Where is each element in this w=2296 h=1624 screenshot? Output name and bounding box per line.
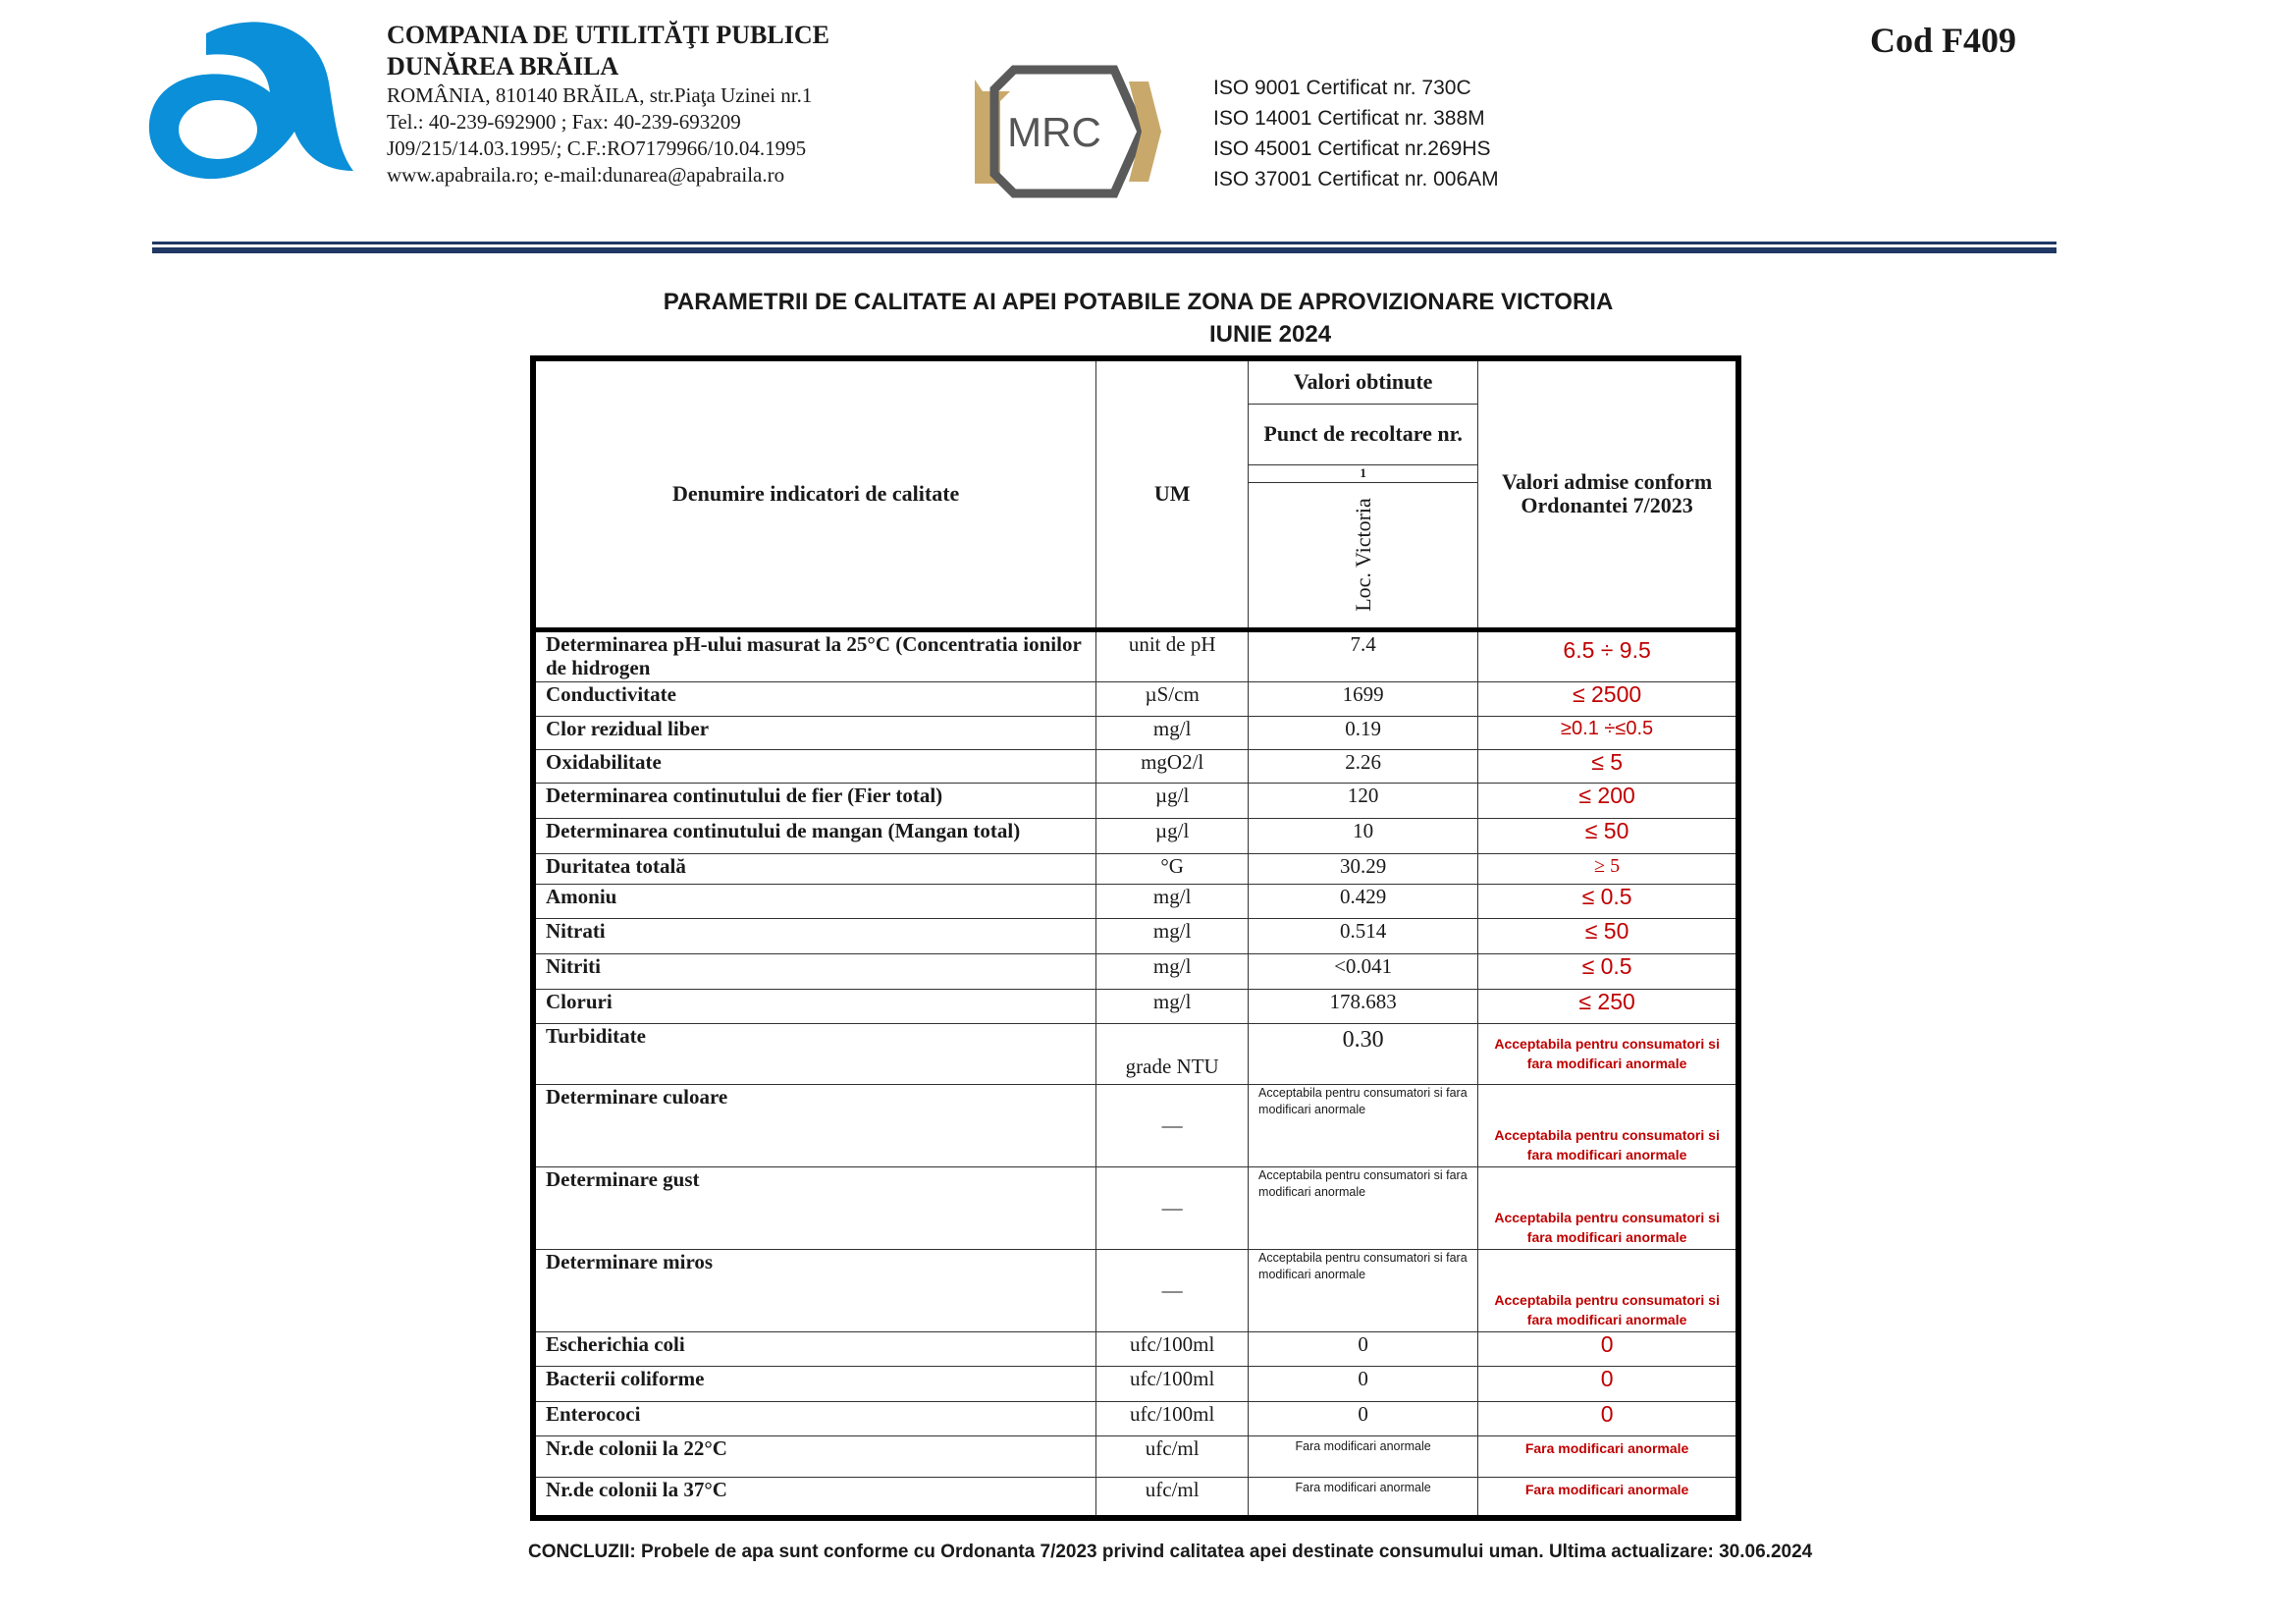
indicator-name: Oxidabilitate: [533, 749, 1096, 783]
obtained-value: 120: [1249, 783, 1478, 818]
unit: ufc/100ml: [1096, 1366, 1249, 1401]
obtained-value: Acceptabila pentru consumatori si fara modificari anormale: [1249, 1249, 1478, 1331]
table-row: [533, 1331, 1738, 1366]
unit: ufc/100ml: [1096, 1331, 1249, 1366]
table-row: [533, 818, 1738, 853]
iso-line: ISO 9001 Certificat nr. 730C: [1213, 77, 1471, 99]
table-row: [533, 1023, 1738, 1084]
obtained-value: 7.4: [1249, 629, 1478, 681]
unit: mg/l: [1096, 884, 1249, 918]
header-indicator: Denumire indicatori de calitate: [533, 358, 1096, 629]
admissible-value: ≤ 2500: [1478, 681, 1738, 716]
admissible-value: Acceptabila pentru consumatori si fara modificari anormale: [1478, 1084, 1738, 1166]
obtained-value: 0: [1249, 1366, 1478, 1401]
indicator-name: Determinarea continutului de mangan (Mangan total): [533, 818, 1096, 853]
header-point-number: 1: [1249, 464, 1478, 482]
header-um: UM: [1096, 358, 1249, 629]
iso-line: ISO 37001 Certificat nr. 006AM: [1213, 168, 1499, 190]
unit: mg/l: [1096, 716, 1249, 749]
admissible-value: Fara modificari anormale: [1478, 1477, 1738, 1518]
indicator-name: Determinare culoare: [533, 1084, 1096, 1166]
table-row: [533, 716, 1738, 749]
mrc-text: MRC: [1007, 109, 1101, 155]
table-row: [533, 629, 1738, 681]
unit: µS/cm: [1096, 681, 1249, 716]
company-registration: J09/215/14.03.1995/; C.F.:RO7179966/10.04.1995: [387, 136, 807, 160]
admissible-value: ≤ 0.5: [1478, 953, 1738, 989]
table-row: [533, 681, 1738, 716]
iso-certificates: [1213, 73, 1499, 194]
header-divider: [152, 242, 2056, 244]
indicator-name: Cloruri: [533, 989, 1096, 1023]
admissible-value: ≤ 0.5: [1478, 884, 1738, 918]
obtained-value: 0.429: [1249, 884, 1478, 918]
obtained-value: Acceptabila pentru consumatori si fara modificari anormale: [1249, 1084, 1478, 1166]
quality-table: [530, 355, 1741, 1521]
table-row: [533, 884, 1738, 918]
indicator-name: Enterococi: [533, 1401, 1096, 1435]
obtained-value: <0.041: [1249, 953, 1478, 989]
unit: ufc/100ml: [1096, 1401, 1249, 1435]
obtained-value: 2.26: [1249, 749, 1478, 783]
document-title: PARAMETRII DE CALITATE AI APEI POTABILE ZONA DE APROVIZIONARE VICTORIA: [663, 289, 1614, 315]
company-phone: Tel.: 40-239-692900 ; Fax: 40-239-693209: [387, 110, 741, 134]
table-row: [533, 1084, 1738, 1166]
header-location: Loc. Victoria: [1249, 482, 1478, 629]
admissible-value: ≤ 200: [1478, 783, 1738, 818]
indicator-name: Determinare gust: [533, 1166, 1096, 1249]
unit: —: [1096, 1166, 1249, 1249]
admissible-value: Acceptabila pentru consumatori si fara modificari anormale: [1478, 1249, 1738, 1331]
admissible-value: 0: [1478, 1331, 1738, 1366]
unit: —: [1096, 1084, 1249, 1166]
table-row: [533, 918, 1738, 953]
unit: µg/l: [1096, 783, 1249, 818]
unit: ufc/ml: [1096, 1435, 1249, 1477]
table-row: [533, 783, 1738, 818]
table-row: [533, 1166, 1738, 1249]
indicator-name: Turbiditate: [533, 1023, 1096, 1084]
admissible-value: ≥0.1 ÷≤0.5: [1478, 716, 1738, 749]
indicator-name: Duritatea totală: [533, 853, 1096, 884]
obtained-value: 178.683: [1249, 989, 1478, 1023]
obtained-value: Acceptabila pentru consumatori si fara modificari anormale: [1249, 1166, 1478, 1249]
header-values: Valori obtinute: [1249, 358, 1478, 404]
obtained-value: 0.19: [1249, 716, 1478, 749]
unit: grade NTU: [1096, 1023, 1249, 1084]
table-row: [533, 1249, 1738, 1331]
obtained-value: 0.514: [1249, 918, 1478, 953]
table-row: [533, 853, 1738, 884]
obtained-value: 0: [1249, 1331, 1478, 1366]
admissible-value: 0: [1478, 1366, 1738, 1401]
obtained-value: 10: [1249, 818, 1478, 853]
unit: unit de pH: [1096, 629, 1249, 681]
indicator-name: Nitriti: [533, 953, 1096, 989]
unit: µg/l: [1096, 818, 1249, 853]
table-row: [533, 1477, 1738, 1518]
obtained-value: 0: [1249, 1401, 1478, 1435]
header-divider-thick: [152, 247, 2056, 253]
unit: °G: [1096, 853, 1249, 884]
obtained-value: 0.30: [1249, 1023, 1478, 1084]
admissible-value: ≤ 250: [1478, 989, 1738, 1023]
admissible-value: ≤ 5: [1478, 749, 1738, 783]
document-period: IUNIE 2024: [1209, 321, 1332, 348]
header-admissible: Valori admise conform Ordonantei 7/2023: [1478, 358, 1738, 629]
form-code: Cod F409: [1870, 21, 2017, 60]
indicator-name: Nr.de colonii la 37°C: [533, 1477, 1096, 1518]
obtained-value: Fara modificari anormale: [1249, 1435, 1478, 1477]
admissible-value: 0: [1478, 1401, 1738, 1435]
table-row: [533, 1366, 1738, 1401]
table-row: [533, 989, 1738, 1023]
unit: mg/l: [1096, 989, 1249, 1023]
unit: —: [1096, 1249, 1249, 1331]
admissible-value: ≤ 50: [1478, 818, 1738, 853]
company-logo: [147, 14, 353, 181]
admissible-value: Fara modificari anormale: [1478, 1435, 1738, 1477]
admissible-value: Acceptabila pentru consumatori si fara modificari anormale: [1478, 1023, 1738, 1084]
unit: mg/l: [1096, 953, 1249, 989]
indicator-name: Escherichia coli: [533, 1331, 1096, 1366]
header-sampling-point: Punct de recoltare nr.: [1249, 404, 1478, 464]
admissible-value: Acceptabila pentru consumatori si fara modificari anormale: [1478, 1166, 1738, 1249]
obtained-value: 30.29: [1249, 853, 1478, 884]
indicator-name: Conductivitate: [533, 681, 1096, 716]
company-web: www.apabraila.ro; e-mail:dunarea@apabraila.ro: [387, 163, 785, 187]
obtained-value: Fara modificari anormale: [1249, 1477, 1478, 1518]
unit: mgO2/l: [1096, 749, 1249, 783]
admissible-value: 6.5 ÷ 9.5: [1478, 629, 1738, 681]
table-row: [533, 749, 1738, 783]
admissible-value: ≤ 50: [1478, 918, 1738, 953]
indicator-name: Determinarea continutului de fier (Fier total): [533, 783, 1096, 818]
table-row: [533, 1401, 1738, 1435]
indicator-name: Nr.de colonii la 22°C: [533, 1435, 1096, 1477]
table-row: [533, 953, 1738, 989]
mrc-certification-logo: [967, 62, 1163, 201]
unit: mg/l: [1096, 918, 1249, 953]
indicator-name: Determinare miros: [533, 1249, 1096, 1331]
company-info: [387, 20, 936, 189]
indicator-name: Bacterii coliforme: [533, 1366, 1096, 1401]
indicator-name: Clor rezidual liber: [533, 716, 1096, 749]
conclusion: CONCLUZII: Probele de apa sunt conforme cu Ordonanta 7/2023 privind calitatea apei destinate consumului uman. Ultima actualizare: 30.06.2024: [528, 1542, 1813, 1562]
admissible-value: ≥ 5: [1478, 853, 1738, 884]
iso-line: ISO 45001 Certificat nr.269HS: [1213, 137, 1491, 160]
iso-line: ISO 14001 Certificat nr. 388M: [1213, 107, 1485, 130]
indicator-name: Determinarea pH-ului masurat la 25°C (Concentratia ionilor de hidrogen: [533, 629, 1096, 681]
table-row: [533, 1435, 1738, 1477]
company-address: ROMÂNIA, 810140 BRĂILA, str.Piaţa Uzinei nr.1: [387, 83, 813, 107]
obtained-value: 1699: [1249, 681, 1478, 716]
unit: ufc/ml: [1096, 1477, 1249, 1518]
company-name-2: DUNĂREA BRĂILA: [387, 52, 619, 81]
indicator-name: Nitrati: [533, 918, 1096, 953]
company-name-1: COMPANIA DE UTILITĂŢI PUBLICE: [387, 21, 829, 49]
indicator-name: Amoniu: [533, 884, 1096, 918]
